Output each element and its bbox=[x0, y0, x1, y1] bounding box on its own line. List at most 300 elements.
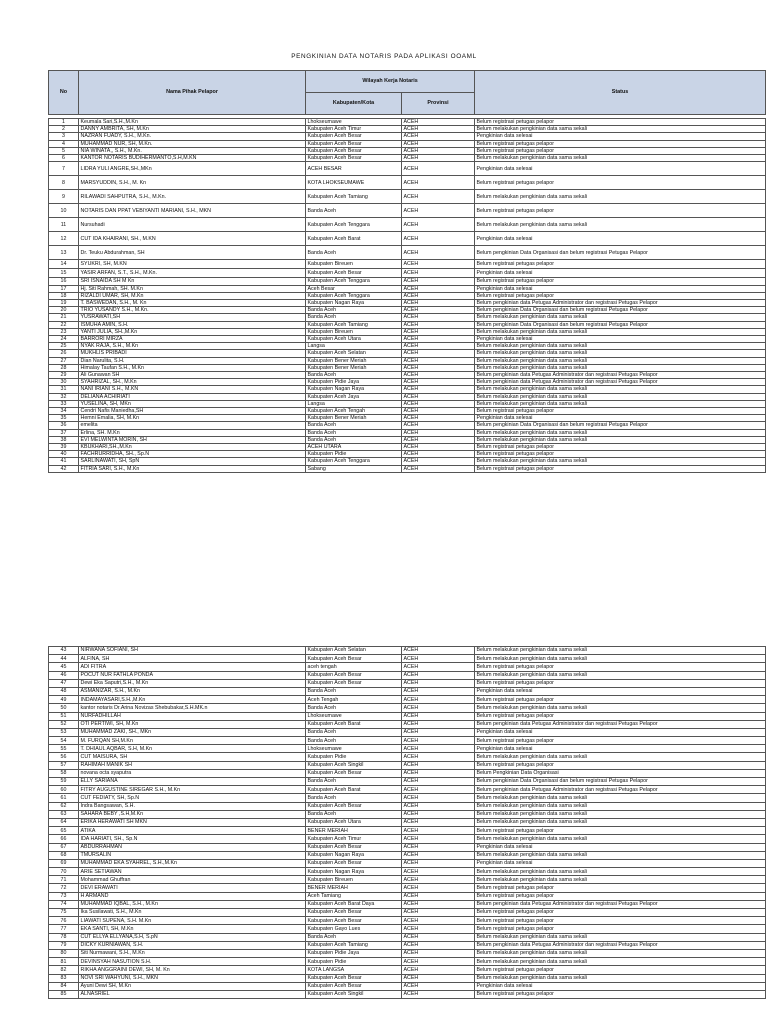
cell-nama: DELIANA ACHIRIATI bbox=[79, 393, 306, 400]
cell-provinsi: ACEH bbox=[402, 671, 475, 679]
cell-provinsi: ACEH bbox=[402, 300, 475, 307]
cell-provinsi: ACEH bbox=[402, 314, 475, 321]
cell-no: 80 bbox=[49, 949, 79, 957]
cell-provinsi: ACEH bbox=[402, 753, 475, 761]
cell-kabupaten: Kabupaten Aceh Besar bbox=[306, 974, 402, 982]
cell-kabupaten: Kabupaten Nagan Raya bbox=[306, 386, 402, 393]
cell-no: 19 bbox=[49, 300, 79, 307]
cell-kabupaten: aceh tengah bbox=[306, 663, 402, 671]
cell-provinsi: ACEH bbox=[402, 647, 475, 655]
table-row bbox=[49, 737, 766, 745]
cell-provinsi: ACEH bbox=[402, 357, 475, 364]
cell-nama: SRI ISNAIDA SH M Kn bbox=[79, 278, 306, 285]
table-row bbox=[49, 415, 766, 422]
cell-no: 83 bbox=[49, 974, 79, 982]
cell-kabupaten: Kabupaten Aceh Besar bbox=[306, 982, 402, 990]
notaris-table-1 bbox=[48, 70, 766, 473]
cell-no: 8 bbox=[49, 176, 79, 190]
cell-nama: CUT FEDIATY, SH, Sp.N bbox=[79, 794, 306, 802]
cell-kabupaten: Kabupaten Aceh Besar bbox=[306, 909, 402, 917]
cell-status: Belum registrasi petugas pelapor bbox=[475, 451, 766, 458]
table-row bbox=[49, 900, 766, 908]
cell-status: Belum pengkinian data Petugas Administrator dan registrasi Petugas Pelapor bbox=[475, 379, 766, 386]
cell-status: Belum melakukan pengkinian data sama sekali bbox=[475, 357, 766, 364]
table-row bbox=[49, 949, 766, 957]
cell-kabupaten: ACEH BESAR bbox=[306, 162, 402, 176]
cell-no: 85 bbox=[49, 990, 79, 998]
cell-nama: NOTARIS DAN PPAT VEBIYANTI MARIANI, S.H., MKN bbox=[79, 204, 306, 218]
header-wilayah: Wilayah Kerja Notaris bbox=[306, 71, 475, 93]
cell-nama: Siti Nurmawani, S.H., M.Kn bbox=[79, 949, 306, 957]
cell-no: 49 bbox=[49, 696, 79, 704]
cell-status: Belum melakukan pengkinian data sama sekali bbox=[475, 753, 766, 761]
cell-nama: NURFADHILLAH bbox=[79, 712, 306, 720]
cell-provinsi: ACEH bbox=[402, 321, 475, 328]
cell-nama: LIAWATI SUPENA, S.H. M.Kn bbox=[79, 917, 306, 925]
header-kabupaten: Kabupaten/Kota bbox=[306, 93, 402, 115]
cell-kabupaten: Banda Aceh bbox=[306, 372, 402, 379]
cell-provinsi: ACEH bbox=[402, 679, 475, 687]
cell-status: Belum melakukan pengkinian data sama sekali bbox=[475, 364, 766, 371]
cell-kabupaten: BENER MERIAH bbox=[306, 827, 402, 835]
cell-provinsi: ACEH bbox=[402, 415, 475, 422]
table-row bbox=[49, 350, 766, 357]
cell-provinsi: ACEH bbox=[402, 982, 475, 990]
table-row bbox=[49, 232, 766, 246]
cell-no: 72 bbox=[49, 884, 79, 892]
cell-no: 24 bbox=[49, 336, 79, 343]
cell-no: 44 bbox=[49, 655, 79, 663]
cell-no: 22 bbox=[49, 321, 79, 328]
cell-no: 67 bbox=[49, 843, 79, 851]
cell-nama: NOVI SRI WAHYUNI, S.H., MKN bbox=[79, 974, 306, 982]
table-row bbox=[49, 679, 766, 687]
cell-kabupaten: Kabupaten Aceh Singkil bbox=[306, 990, 402, 998]
cell-status: Belum melakukan pengkinian data sama sekali bbox=[475, 436, 766, 443]
cell-nama: ADI FITRA bbox=[79, 663, 306, 671]
table-row bbox=[49, 761, 766, 769]
cell-nama: OTI PERTIWI, SH, M.Kn bbox=[79, 720, 306, 728]
cell-kabupaten: Kabupaten Aceh Besar bbox=[306, 140, 402, 147]
table-row bbox=[49, 990, 766, 998]
cell-nama: emelita bbox=[79, 422, 306, 429]
cell-provinsi: ACEH bbox=[402, 712, 475, 720]
cell-kabupaten: Banda Aceh bbox=[306, 794, 402, 802]
cell-no: 36 bbox=[49, 422, 79, 429]
cell-kabupaten: Kabupaten Aceh Barat bbox=[306, 232, 402, 246]
cell-status: Belum registrasi petugas pelapor bbox=[475, 909, 766, 917]
cell-nama: NAZRAN FUADY, S.H., M.Kn. bbox=[79, 133, 306, 140]
table-row bbox=[49, 868, 766, 876]
table-row bbox=[49, 314, 766, 321]
cell-no: 56 bbox=[49, 753, 79, 761]
cell-nama: T. BASWEDAN, S.H., M. Kn bbox=[79, 300, 306, 307]
table-row bbox=[49, 655, 766, 663]
cell-provinsi: ACEH bbox=[402, 990, 475, 998]
cell-kabupaten: Banda Aceh bbox=[306, 422, 402, 429]
cell-status: Belum pengkinian data Petugas Administrator dan registrasi Petugas Pelapor bbox=[475, 300, 766, 307]
table-row bbox=[49, 400, 766, 407]
cell-no: 66 bbox=[49, 835, 79, 843]
cell-kabupaten: Kabupaten Aceh Besar bbox=[306, 802, 402, 810]
cell-provinsi: ACEH bbox=[402, 176, 475, 190]
cell-kabupaten: Aceh Tamiang bbox=[306, 892, 402, 900]
table-row bbox=[49, 451, 766, 458]
cell-kabupaten: Banda Aceh bbox=[306, 436, 402, 443]
cell-kabupaten: KOTA LHOKSEUMAWE bbox=[306, 176, 402, 190]
cell-provinsi: ACEH bbox=[402, 835, 475, 843]
cell-provinsi: ACEH bbox=[402, 818, 475, 826]
table-row bbox=[49, 300, 766, 307]
cell-no: 47 bbox=[49, 679, 79, 687]
cell-nama: MUHAMMAD IQBAL, S.H., M.Kn bbox=[79, 900, 306, 908]
cell-nama: Hemni Emalia, SH, M.Kn bbox=[79, 415, 306, 422]
table-row bbox=[49, 204, 766, 218]
cell-no: 1 bbox=[49, 119, 79, 126]
table-row bbox=[49, 218, 766, 232]
cell-kabupaten: Langsa bbox=[306, 400, 402, 407]
cell-kabupaten: Kabupaten Aceh Jaya bbox=[306, 393, 402, 400]
cell-provinsi: ACEH bbox=[402, 892, 475, 900]
cell-status: Belum melakukan pengkinian data sama sekali bbox=[475, 794, 766, 802]
cell-nama: Dian Narulita, S.H. bbox=[79, 357, 306, 364]
cell-status: Belum melakukan pengkinian data sama sekali bbox=[475, 155, 766, 162]
table-row bbox=[49, 364, 766, 371]
cell-kabupaten: Kabupaten Aceh Besar bbox=[306, 843, 402, 851]
table-row bbox=[49, 436, 766, 443]
cell-kabupaten: Kabupaten Nagan Raya bbox=[306, 300, 402, 307]
cell-nama: ERIKA HERAWATI SH MKN bbox=[79, 818, 306, 826]
cell-provinsi: ACEH bbox=[402, 737, 475, 745]
cell-provinsi: ACEH bbox=[402, 307, 475, 314]
cell-no: 30 bbox=[49, 379, 79, 386]
cell-provinsi: ACEH bbox=[402, 162, 475, 176]
cell-no: 48 bbox=[49, 687, 79, 695]
cell-status: Belum melakukan pengkinian data sama sekali bbox=[475, 655, 766, 663]
cell-no: 2 bbox=[49, 126, 79, 133]
cell-provinsi: ACEH bbox=[402, 204, 475, 218]
cell-status: Belum melakukan pengkinian data sama sekali bbox=[475, 400, 766, 407]
table-row bbox=[49, 933, 766, 941]
cell-nama: Himalay Taufan S.H., M.Kn bbox=[79, 364, 306, 371]
table-row bbox=[49, 321, 766, 328]
cell-no: 63 bbox=[49, 810, 79, 818]
cell-status: Belum melakukan pengkinian data sama sekali bbox=[475, 343, 766, 350]
cell-nama: Ayuni Dewi SH, M.Kn bbox=[79, 982, 306, 990]
table-row bbox=[49, 465, 766, 472]
cell-status: Belum melakukan pengkinian data sama sekali bbox=[475, 704, 766, 712]
cell-provinsi: ACEH bbox=[402, 269, 475, 278]
table-row bbox=[49, 147, 766, 154]
cell-nama: FACHRURRIDHA, SH., Sp.N bbox=[79, 451, 306, 458]
cell-status: Belum registrasi petugas pelapor bbox=[475, 827, 766, 835]
cell-no: 45 bbox=[49, 663, 79, 671]
cell-status: Belum registrasi petugas pelapor bbox=[475, 663, 766, 671]
cell-provinsi: ACEH bbox=[402, 285, 475, 292]
table-row bbox=[49, 917, 766, 925]
cell-kabupaten: Kabupaten Aceh Tamiang bbox=[306, 941, 402, 949]
cell-provinsi: ACEH bbox=[402, 851, 475, 859]
cell-status: Belum registrasi petugas pelapor bbox=[475, 761, 766, 769]
cell-kabupaten: Kabupaten Aceh Besar bbox=[306, 655, 402, 663]
cell-kabupaten: Kabupaten Aceh Besar bbox=[306, 671, 402, 679]
cell-nama: MUHAMMAD EKA SYAHREL, S.H.,M.Kn bbox=[79, 859, 306, 867]
cell-nama: DICKY KURNIAWAN, S.H. bbox=[79, 941, 306, 949]
cell-kabupaten: ACEH UTARA bbox=[306, 444, 402, 451]
cell-provinsi: ACEH bbox=[402, 260, 475, 269]
cell-status: Belum melakukan pengkinian data sama sekali bbox=[475, 350, 766, 357]
cell-kabupaten: Kabupaten Pidie Jaya bbox=[306, 379, 402, 386]
cell-kabupaten: Kabupaten Bireuen bbox=[306, 876, 402, 884]
cell-no: 69 bbox=[49, 859, 79, 867]
cell-kabupaten: KOTA LANGSA bbox=[306, 966, 402, 974]
cell-status: Belum melakukan pengkinian data sama sekali bbox=[475, 958, 766, 966]
cell-no: 70 bbox=[49, 868, 79, 876]
table-row bbox=[49, 712, 766, 720]
cell-no: 13 bbox=[49, 246, 79, 260]
notaris-table-2 bbox=[48, 646, 766, 999]
cell-provinsi: ACEH bbox=[402, 408, 475, 415]
cell-kabupaten: Kabupaten Aceh Selatan bbox=[306, 350, 402, 357]
cell-status: Belum melakukan pengkinian data sama sekali bbox=[475, 458, 766, 465]
cell-status: Belum registrasi petugas pelapor bbox=[475, 444, 766, 451]
cell-no: 81 bbox=[49, 958, 79, 966]
cell-no: 60 bbox=[49, 786, 79, 794]
cell-provinsi: ACEH bbox=[402, 364, 475, 371]
cell-kabupaten: Kabupaten Aceh Tamiang bbox=[306, 190, 402, 204]
cell-nama: EKA SANTI, SH, M.Kn bbox=[79, 925, 306, 933]
cell-status: Pengkinian data selesai bbox=[475, 687, 766, 695]
table-row bbox=[49, 386, 766, 393]
cell-kabupaten: Banda Aceh bbox=[306, 810, 402, 818]
cell-no: 42 bbox=[49, 465, 79, 472]
cell-no: 65 bbox=[49, 827, 79, 835]
cell-no: 77 bbox=[49, 925, 79, 933]
cell-provinsi: ACEH bbox=[402, 155, 475, 162]
cell-kabupaten: Kabupaten Pidie bbox=[306, 958, 402, 966]
cell-no: 16 bbox=[49, 278, 79, 285]
table-row bbox=[49, 941, 766, 949]
cell-no: 40 bbox=[49, 451, 79, 458]
cell-status: Belum Pengkinian Data Organisasi bbox=[475, 769, 766, 777]
cell-kabupaten: Langsa bbox=[306, 343, 402, 350]
cell-kabupaten: Kabupaten Aceh Besar bbox=[306, 917, 402, 925]
cell-no: 18 bbox=[49, 292, 79, 299]
cell-no: 57 bbox=[49, 761, 79, 769]
table-row bbox=[49, 818, 766, 826]
cell-no: 50 bbox=[49, 704, 79, 712]
cell-status: Belum registrasi petugas pelapor bbox=[475, 176, 766, 190]
table-row bbox=[49, 429, 766, 436]
cell-nama: IDA HARIATI, SH., Sp.N bbox=[79, 835, 306, 843]
cell-status: Belum melakukan pengkinian data sama sekali bbox=[475, 851, 766, 859]
table-row bbox=[49, 753, 766, 761]
cell-no: 14 bbox=[49, 260, 79, 269]
table-row bbox=[49, 190, 766, 204]
cell-nama: TMURSALIN bbox=[79, 851, 306, 859]
cell-no: 41 bbox=[49, 458, 79, 465]
cell-nama: RILAWADI SAHPUTRA, S.H., M.Kn. bbox=[79, 190, 306, 204]
cell-kabupaten: Kabupaten Aceh Besar bbox=[306, 859, 402, 867]
cell-provinsi: ACEH bbox=[402, 687, 475, 695]
table-row bbox=[49, 647, 766, 655]
cell-status: Pengkinian data selesai bbox=[475, 162, 766, 176]
cell-status: Belum registrasi petugas pelapor bbox=[475, 892, 766, 900]
table-row bbox=[49, 307, 766, 314]
table-row bbox=[49, 140, 766, 147]
table-row bbox=[49, 696, 766, 704]
table-row bbox=[49, 884, 766, 892]
cell-kabupaten: Banda Aceh bbox=[306, 246, 402, 260]
cell-status: Belum registrasi petugas pelapor bbox=[475, 119, 766, 126]
cell-kabupaten: Kabupaten Aceh Tenggara bbox=[306, 278, 402, 285]
cell-provinsi: ACEH bbox=[402, 292, 475, 299]
cell-kabupaten: Kabupaten Bener Meriah bbox=[306, 364, 402, 371]
table-row bbox=[49, 444, 766, 451]
cell-nama: YUSRAWATI,SH bbox=[79, 314, 306, 321]
cell-no: 76 bbox=[49, 917, 79, 925]
cell-status: Belum registrasi petugas pelapor bbox=[475, 260, 766, 269]
cell-no: 37 bbox=[49, 429, 79, 436]
cell-provinsi: ACEH bbox=[402, 949, 475, 957]
cell-no: 64 bbox=[49, 818, 79, 826]
cell-status: Belum melakukan pengkinian data sama sekali bbox=[475, 386, 766, 393]
cell-status: Belum melakukan pengkinian data sama sekali bbox=[475, 314, 766, 321]
cell-status: Belum registrasi petugas pelapor bbox=[475, 966, 766, 974]
cell-provinsi: ACEH bbox=[402, 696, 475, 704]
cell-provinsi: ACEH bbox=[402, 786, 475, 794]
cell-no: 9 bbox=[49, 190, 79, 204]
table-row bbox=[49, 835, 766, 843]
cell-provinsi: ACEH bbox=[402, 900, 475, 908]
cell-provinsi: ACEH bbox=[402, 436, 475, 443]
table-row bbox=[49, 745, 766, 753]
cell-provinsi: ACEH bbox=[402, 925, 475, 933]
table-row bbox=[49, 328, 766, 335]
cell-nama: Mohammad Ghuffran bbox=[79, 876, 306, 884]
cell-kabupaten: Kabupaten Aceh Barat bbox=[306, 786, 402, 794]
cell-nama: YASIR ARFAN, S.T., S.H., M.Kn. bbox=[79, 269, 306, 278]
cell-kabupaten: Banda Aceh bbox=[306, 429, 402, 436]
table-row bbox=[49, 876, 766, 884]
cell-nama: Ali Gunawan SH bbox=[79, 372, 306, 379]
cell-nama: Nursuhadi bbox=[79, 218, 306, 232]
cell-nama: CUT ELLYA ELLYANA,S.H, S.pN bbox=[79, 933, 306, 941]
cell-nama: SARLINAWATI, SH, SpN bbox=[79, 458, 306, 465]
cell-kabupaten: Lhokseumawe bbox=[306, 712, 402, 720]
cell-nama: Indra Bangsawan, S.H. bbox=[79, 802, 306, 810]
cell-no: 31 bbox=[49, 386, 79, 393]
table-row bbox=[49, 720, 766, 728]
cell-nama: Hj. Siti Rahmah, SH. M.Kn bbox=[79, 285, 306, 292]
table-row bbox=[49, 974, 766, 982]
cell-provinsi: ACEH bbox=[402, 843, 475, 851]
cell-provinsi: ACEH bbox=[402, 827, 475, 835]
cell-nama: Ika Susilawati, S.H., M.Kn bbox=[79, 909, 306, 917]
cell-status: Belum registrasi petugas pelapor bbox=[475, 147, 766, 154]
cell-status: Pengkinian data selesai bbox=[475, 859, 766, 867]
cell-kabupaten: Aceh Besar bbox=[306, 285, 402, 292]
cell-status: Belum melakukan pengkinian data sama sekali bbox=[475, 868, 766, 876]
cell-kabupaten: BENER MERIAH bbox=[306, 884, 402, 892]
cell-nama: ELLY SARIANA bbox=[79, 778, 306, 786]
cell-no: 17 bbox=[49, 285, 79, 292]
table-row bbox=[49, 162, 766, 176]
cell-no: 10 bbox=[49, 204, 79, 218]
cell-status: Belum melakukan pengkinian data sama sekali bbox=[475, 393, 766, 400]
table-row bbox=[49, 794, 766, 802]
cell-provinsi: ACEH bbox=[402, 232, 475, 246]
table-row bbox=[49, 176, 766, 190]
cell-status: Belum registrasi petugas pelapor bbox=[475, 696, 766, 704]
cell-nama: RIZALDI UMAR, SH, M.Kn bbox=[79, 292, 306, 299]
cell-provinsi: ACEH bbox=[402, 451, 475, 458]
cell-provinsi: ACEH bbox=[402, 663, 475, 671]
cell-provinsi: ACEH bbox=[402, 422, 475, 429]
cell-status: Belum registrasi petugas pelapor bbox=[475, 737, 766, 745]
cell-status: Pengkinian data selesai bbox=[475, 269, 766, 278]
cell-nama: NYAK RAJA, S.H., M.Kn bbox=[79, 343, 306, 350]
cell-provinsi: ACEH bbox=[402, 868, 475, 876]
cell-kabupaten: Kabupaten Aceh Barat bbox=[306, 720, 402, 728]
cell-provinsi: ACEH bbox=[402, 278, 475, 285]
cell-status: Belum registrasi petugas pelapor bbox=[475, 679, 766, 687]
cell-provinsi: ACEH bbox=[402, 147, 475, 154]
cell-status: Belum melakukan pengkinian data sama sekali bbox=[475, 328, 766, 335]
table-row bbox=[49, 704, 766, 712]
cell-provinsi: ACEH bbox=[402, 728, 475, 736]
cell-no: 73 bbox=[49, 892, 79, 900]
table-row bbox=[49, 285, 766, 292]
table-row bbox=[49, 126, 766, 133]
cell-status: Belum pengkinian data Petugas Administrator dan registrasi Petugas Pelapor bbox=[475, 372, 766, 379]
cell-no: 74 bbox=[49, 900, 79, 908]
table-row bbox=[49, 892, 766, 900]
cell-status: Belum pengkinian Data Organisasi dan belum registrasi Petugas Pelapor bbox=[475, 246, 766, 260]
cell-nama: Dr. Teuku Abdurahman, SH bbox=[79, 246, 306, 260]
cell-kabupaten: Kabupaten Bireuen bbox=[306, 328, 402, 335]
table-row bbox=[49, 778, 766, 786]
cell-no: 46 bbox=[49, 671, 79, 679]
cell-kabupaten: Sabang bbox=[306, 465, 402, 472]
cell-no: 28 bbox=[49, 364, 79, 371]
cell-kabupaten: Banda Aceh bbox=[306, 687, 402, 695]
cell-nama: CUT MAISURA, SH bbox=[79, 753, 306, 761]
cell-nama: ALNASRIEL bbox=[79, 990, 306, 998]
cell-no: 59 bbox=[49, 778, 79, 786]
cell-kabupaten: Kabupaten Aceh Tengah bbox=[306, 408, 402, 415]
cell-kabupaten: Lhokseumawe bbox=[306, 119, 402, 126]
cell-status: Belum registrasi petugas pelapor bbox=[475, 278, 766, 285]
cell-no: 4 bbox=[49, 140, 79, 147]
cell-no: 25 bbox=[49, 343, 79, 350]
cell-kabupaten: Kabupaten Aceh Utara bbox=[306, 818, 402, 826]
cell-status: Pengkinian data selesai bbox=[475, 336, 766, 343]
cell-no: 39 bbox=[49, 444, 79, 451]
cell-no: 52 bbox=[49, 720, 79, 728]
cell-status: Belum melakukan pengkinian data sama sekali bbox=[475, 802, 766, 810]
cell-status: Belum pengkinian data Petugas Administrator dan registrasi Petugas Pelapor bbox=[475, 786, 766, 794]
cell-kabupaten: Kabupaten Aceh Utara bbox=[306, 336, 402, 343]
cell-kabupaten: Kabupaten Aceh Tenggara bbox=[306, 292, 402, 299]
cell-no: 3 bbox=[49, 133, 79, 140]
cell-status: Pengkinian data selesai bbox=[475, 745, 766, 753]
cell-status: Pengkinian data selesai bbox=[475, 415, 766, 422]
table-row bbox=[49, 728, 766, 736]
cell-kabupaten: Kabupaten Bener Meriah bbox=[306, 415, 402, 422]
table-row bbox=[49, 966, 766, 974]
cell-nama: RAHIMAH MANIK SH bbox=[79, 761, 306, 769]
